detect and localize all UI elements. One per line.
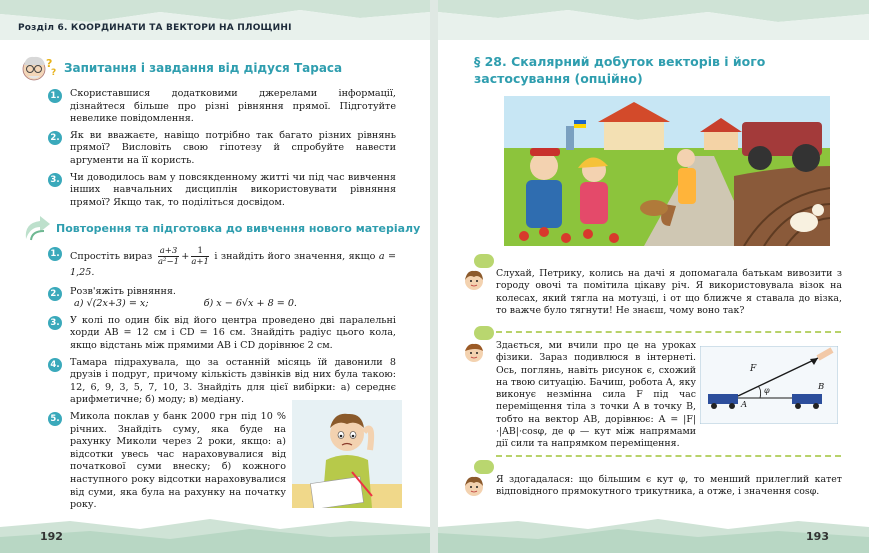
dashed-divider	[496, 455, 841, 457]
thinking-boy-illustration	[292, 400, 402, 508]
list-item: 2. Як ви вважаєте, навіщо потрібно так багато різних рівнянь прямої? Висловіть свою гіпотезу й спробуйте навести аргументи на її користь.	[48, 130, 396, 168]
section-title-grandpa-questions: Запитання і завдання від дідуся Тараса	[64, 61, 343, 75]
fraction-1: $\frac{a+3}{\text{a²−1}}$	[157, 246, 179, 267]
grandpa-questions-list	[48, 88, 396, 213]
page-number-right: 193	[806, 530, 829, 543]
speech-bubble-icon	[474, 326, 494, 340]
speech-bubble-icon	[474, 254, 494, 268]
dialog-girl-1: Слухай, Петрику, колись на дачі я допомагала батькам вивозити з городу овочі та помітила цікаву річ. Я використовувала візок на колесах, який тягла на мотузці, і от що ближче я ставала до візка, то важче було тягнути! Не знаєш, чому воно так?	[496, 268, 842, 316]
dashed-divider	[496, 331, 841, 333]
svg-text:?: ?	[51, 68, 57, 78]
girl-avatar	[462, 268, 486, 292]
paragraph-title: § 28. Скалярний добуток векторів і його застосування (опційно)	[474, 54, 766, 86]
list-item: 3. Чи доводилось вам у повсякденному житті чи під час вивчення інших навчальних дисциплін використовувати рівняння прямої? Якщо так, то поділіться досвідом.	[48, 172, 396, 210]
running-head: Розділ 6. КООРДИНАТИ ТА ВЕКТОРИ НА ПЛОЩИНІ	[18, 23, 292, 33]
book-gutter	[430, 0, 438, 553]
right-page	[438, 0, 869, 553]
section-title-repeat: Повторення та підготовка до вивчення нового матеріалу	[56, 222, 421, 235]
list-item: 5. Микола поклав у банк 2000 грн під 10 % річних. Знайдіть суму, яка буде на рахунку Миколи через 2 роки, якщо: а) відсотки увесь час нараховувалися від початкової суми внеску; б) кожного наступного року відсотки нараховувалися від суми, яка була на рахунку на початку року.	[48, 411, 286, 512]
speech-bubble-icon	[474, 460, 494, 474]
figure-label-angle: φ	[764, 386, 770, 395]
figure-label-point-b: B	[818, 382, 825, 392]
bottom-decorative-band	[438, 517, 869, 553]
svg-text:?: ?	[46, 57, 53, 70]
list-item: 1. Скориставшися додатковими джерелами інформації, дізнайтеся більше про різні рівняння прямої. Підготуйте невелике повідомлення.	[48, 88, 396, 126]
dialog-boy-part1: Здається, ми вчили про це на уроках фізики. Зараз подивлюся в інтернеті. Ось, поглянь, навіть рисунок є, схожий на твою ситуацію. Бачиш, робота A, яку виконує незмінна сила F під час переміщення тіла з точки A в точку B, тобто на вектор AB, дорівнює: A = |F|·|AB|·cosφ, де φ — кут між напрямами дії сили та напрямком переміщення.	[496, 340, 696, 450]
top-decorative-band	[438, 0, 869, 40]
left-page	[0, 0, 430, 553]
top-decorative-band	[0, 0, 430, 40]
repeat-arrows-icon	[22, 213, 52, 243]
boy-avatar	[462, 340, 486, 364]
grandpa-taras-icon	[18, 53, 58, 89]
list-item: 2. Розв'яжіть рівняння. а) √(2x+3) = x; б) x − 6√x + 8 = 0.	[48, 286, 396, 311]
list-item: 3. У колі по один бік від його центра проведено дві паралельні хорди AB = 12 см і CD = 16 см. Знайдіть радіус цього кола, якщо відстань між прямими AB і CD дорівнює 2 см.	[48, 315, 396, 353]
girl-avatar	[462, 474, 486, 498]
figure-label-force: F	[750, 364, 757, 374]
page-number-left: 192	[40, 530, 63, 543]
bottom-decorative-band	[0, 517, 430, 553]
fraction-2: $\frac{1}{a+1}$	[191, 246, 209, 267]
list-item: 1. Спростіть вираз $\frac{a+3}{\text{a²−1}}$ + $\frac{1}{a+1}$ і знайдіть його значення, якщо a = 1,25.	[48, 246, 396, 280]
dialog-girl-2: Я здогадалася: що більшим є кут φ, то менший прилеглий катет відповідного прямокутного трикутника, а отже, і значення cosφ.	[496, 474, 842, 498]
figure-label-point-a: A	[741, 400, 748, 410]
farm-illustration	[504, 96, 830, 246]
list-item: 4. Тамара підрахувала, що за останній місяць їй давонили 8 друзів і подруг, причому кількість дзвінків від них була такою: 12, 6, 9, 3, 5, 7, 10, 3. Знайдіть для цієї вибірки: а) середнє арифметичне; б) моду; в) медіану.	[48, 357, 396, 407]
